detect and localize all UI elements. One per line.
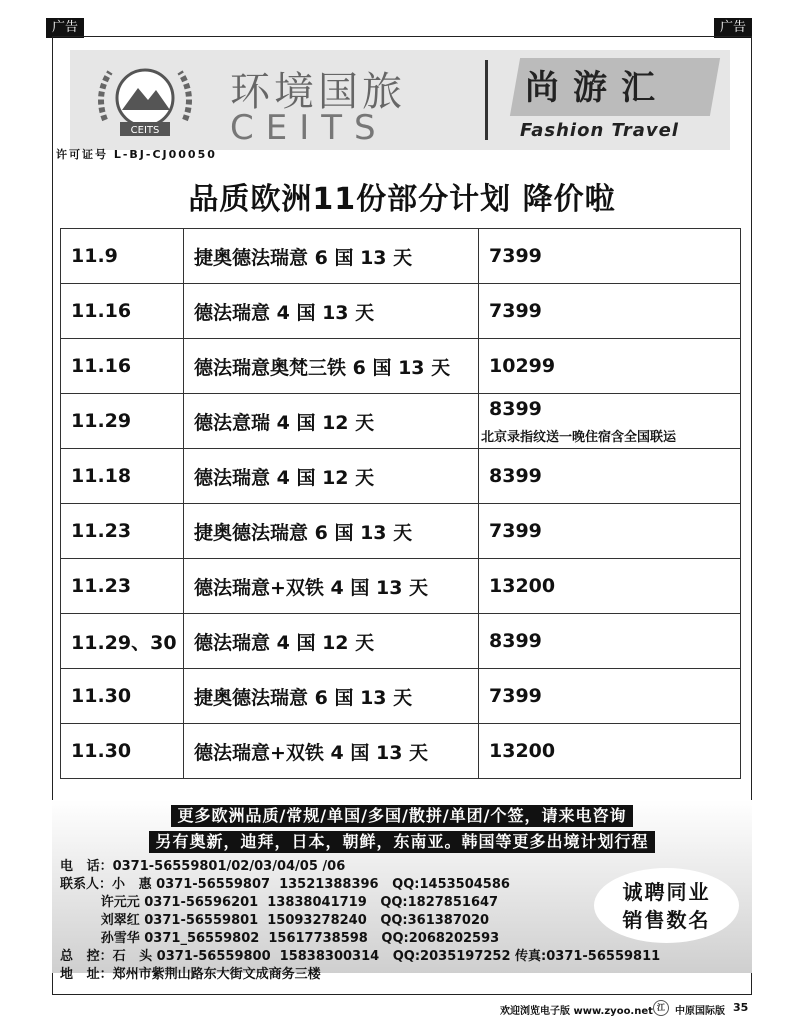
sub-brand-cn: 尚游汇	[525, 68, 669, 108]
license-number: 许可证号 L-BJ-CJ00050	[56, 148, 217, 161]
brand-divider	[485, 60, 488, 140]
page-footer	[0, 998, 800, 1024]
tour-route: 德法瑞意 4 国 13 天	[184, 284, 479, 339]
tour-date: 11.29	[61, 394, 184, 449]
recruit-line-1: 诚聘同业	[622, 880, 711, 904]
tour-row	[61, 724, 741, 779]
contact-person: 许元元 0371-56596201 13838041719 QQ:1827851647	[60, 895, 499, 910]
tour-price: 8399	[489, 630, 542, 652]
tour-price: 7399	[489, 300, 542, 322]
tour-price-cell	[479, 449, 741, 504]
tour-route: 德法瑞意 4 国 12 天	[184, 449, 479, 504]
tour-route: 德法瑞意+双铁 4 国 13 天	[184, 559, 479, 614]
tour-price-cell	[479, 229, 741, 284]
tour-date: 11.30	[61, 724, 184, 779]
tour-row	[61, 339, 741, 394]
tour-date: 11.23	[61, 504, 184, 559]
tour-table	[60, 228, 741, 779]
tour-price-cell	[479, 394, 741, 449]
brand-name-cn: 环境国旅	[230, 69, 406, 115]
tour-price: 13200	[489, 740, 556, 762]
tour-price-cell	[479, 284, 741, 339]
footer-edition: 中原国际版	[675, 1006, 725, 1017]
page-number: 35	[733, 1001, 749, 1014]
tour-route: 德法瑞意 4 国 12 天	[184, 614, 479, 669]
tour-route: 德法意瑞 4 国 12 天	[184, 394, 479, 449]
tour-row	[61, 504, 741, 559]
contact-panel	[52, 800, 752, 982]
promo-line-1	[52, 805, 752, 827]
tour-price-cell	[479, 669, 741, 724]
tour-price: 8399	[489, 397, 542, 420]
tour-route: 捷奥德法瑞意 6 国 13 天	[184, 504, 479, 559]
tour-price: 7399	[489, 245, 542, 267]
tour-price: 7399	[489, 685, 542, 707]
ceits-emblem-icon	[90, 60, 200, 140]
tour-date: 11.30	[61, 669, 184, 724]
recruit-line-2: 销售数名	[622, 908, 711, 932]
newspaper-logo-icon: 江	[653, 1000, 669, 1016]
footer-browse: 欢迎浏览电子版 www.zyoo.net	[500, 1006, 653, 1017]
tour-date: 11.16	[61, 284, 184, 339]
tour-date: 11.18	[61, 449, 184, 504]
tour-row	[61, 449, 741, 504]
tour-price: 13200	[489, 575, 556, 597]
ad-label-left: 广告	[46, 18, 84, 38]
sub-brand-en: Fashion Travel	[520, 120, 679, 141]
contact-phone: 电 话：0371-56559801/02/03/04/05 /06	[60, 859, 346, 874]
tour-date: 11.29、30	[61, 614, 184, 669]
promo-text-2: 另有奥新，迪拜，日本，朝鲜，东南亚。韩国等更多出境计划行程	[149, 831, 654, 853]
tour-row	[61, 559, 741, 614]
brand-header	[70, 50, 730, 150]
tour-row	[61, 394, 741, 449]
tour-route: 德法瑞意奥梵三铁 6 国 13 天	[184, 339, 479, 394]
tour-date: 11.9	[61, 229, 184, 284]
recruit-badge	[594, 868, 739, 943]
emblem-text: CEITS	[130, 125, 160, 136]
contact-person: 联系人：小 惠 0371-56559807 13521388396 QQ:1453504586	[60, 877, 510, 892]
contact-person: 孙雪华 0371_56559802 15617738598 QQ:2068202593	[60, 931, 500, 946]
tour-route: 德法瑞意+双铁 4 国 13 天	[184, 724, 479, 779]
page-title: 品质欧洲11份部分计划 降价啦	[188, 182, 616, 217]
promo-text-1: 更多欧洲品质/常规/单国/多国/散拼/单团/个签，请来电咨询	[171, 805, 632, 827]
ad-label-right: 广告	[714, 18, 752, 38]
tour-route: 捷奥德法瑞意 6 国 13 天	[184, 229, 479, 284]
tour-price: 10299	[489, 355, 556, 377]
tour-row	[61, 284, 741, 339]
tour-price-cell	[479, 504, 741, 559]
tour-note: 北京录指纹送一晚住宿含全国联运	[481, 429, 677, 445]
tour-price-cell	[479, 339, 741, 394]
tour-price-cell	[479, 614, 741, 669]
tour-row	[61, 669, 741, 724]
tour-price: 7399	[489, 520, 542, 542]
tour-date: 11.16	[61, 339, 184, 394]
tour-row	[61, 614, 741, 669]
contact-address: 地 址：郑州市紫荆山路东大街文成商务三楼	[60, 967, 321, 982]
contact-person: 刘翠红 0371-56559801 15093278240 QQ:361387020	[60, 913, 490, 928]
tour-row	[61, 229, 741, 284]
tour-date: 11.23	[61, 559, 184, 614]
promo-line-2	[52, 831, 752, 853]
tour-price-cell	[479, 724, 741, 779]
brand-name-en: CEITS	[230, 108, 388, 148]
tour-route: 捷奥德法瑞意 6 国 13 天	[184, 669, 479, 724]
tour-price: 8399	[489, 465, 542, 487]
tour-price-cell	[479, 559, 741, 614]
contact-manager: 总 控：石 头 0371-56559800 15838300314 QQ:2035197252 传真:0371-56559811	[60, 949, 661, 964]
